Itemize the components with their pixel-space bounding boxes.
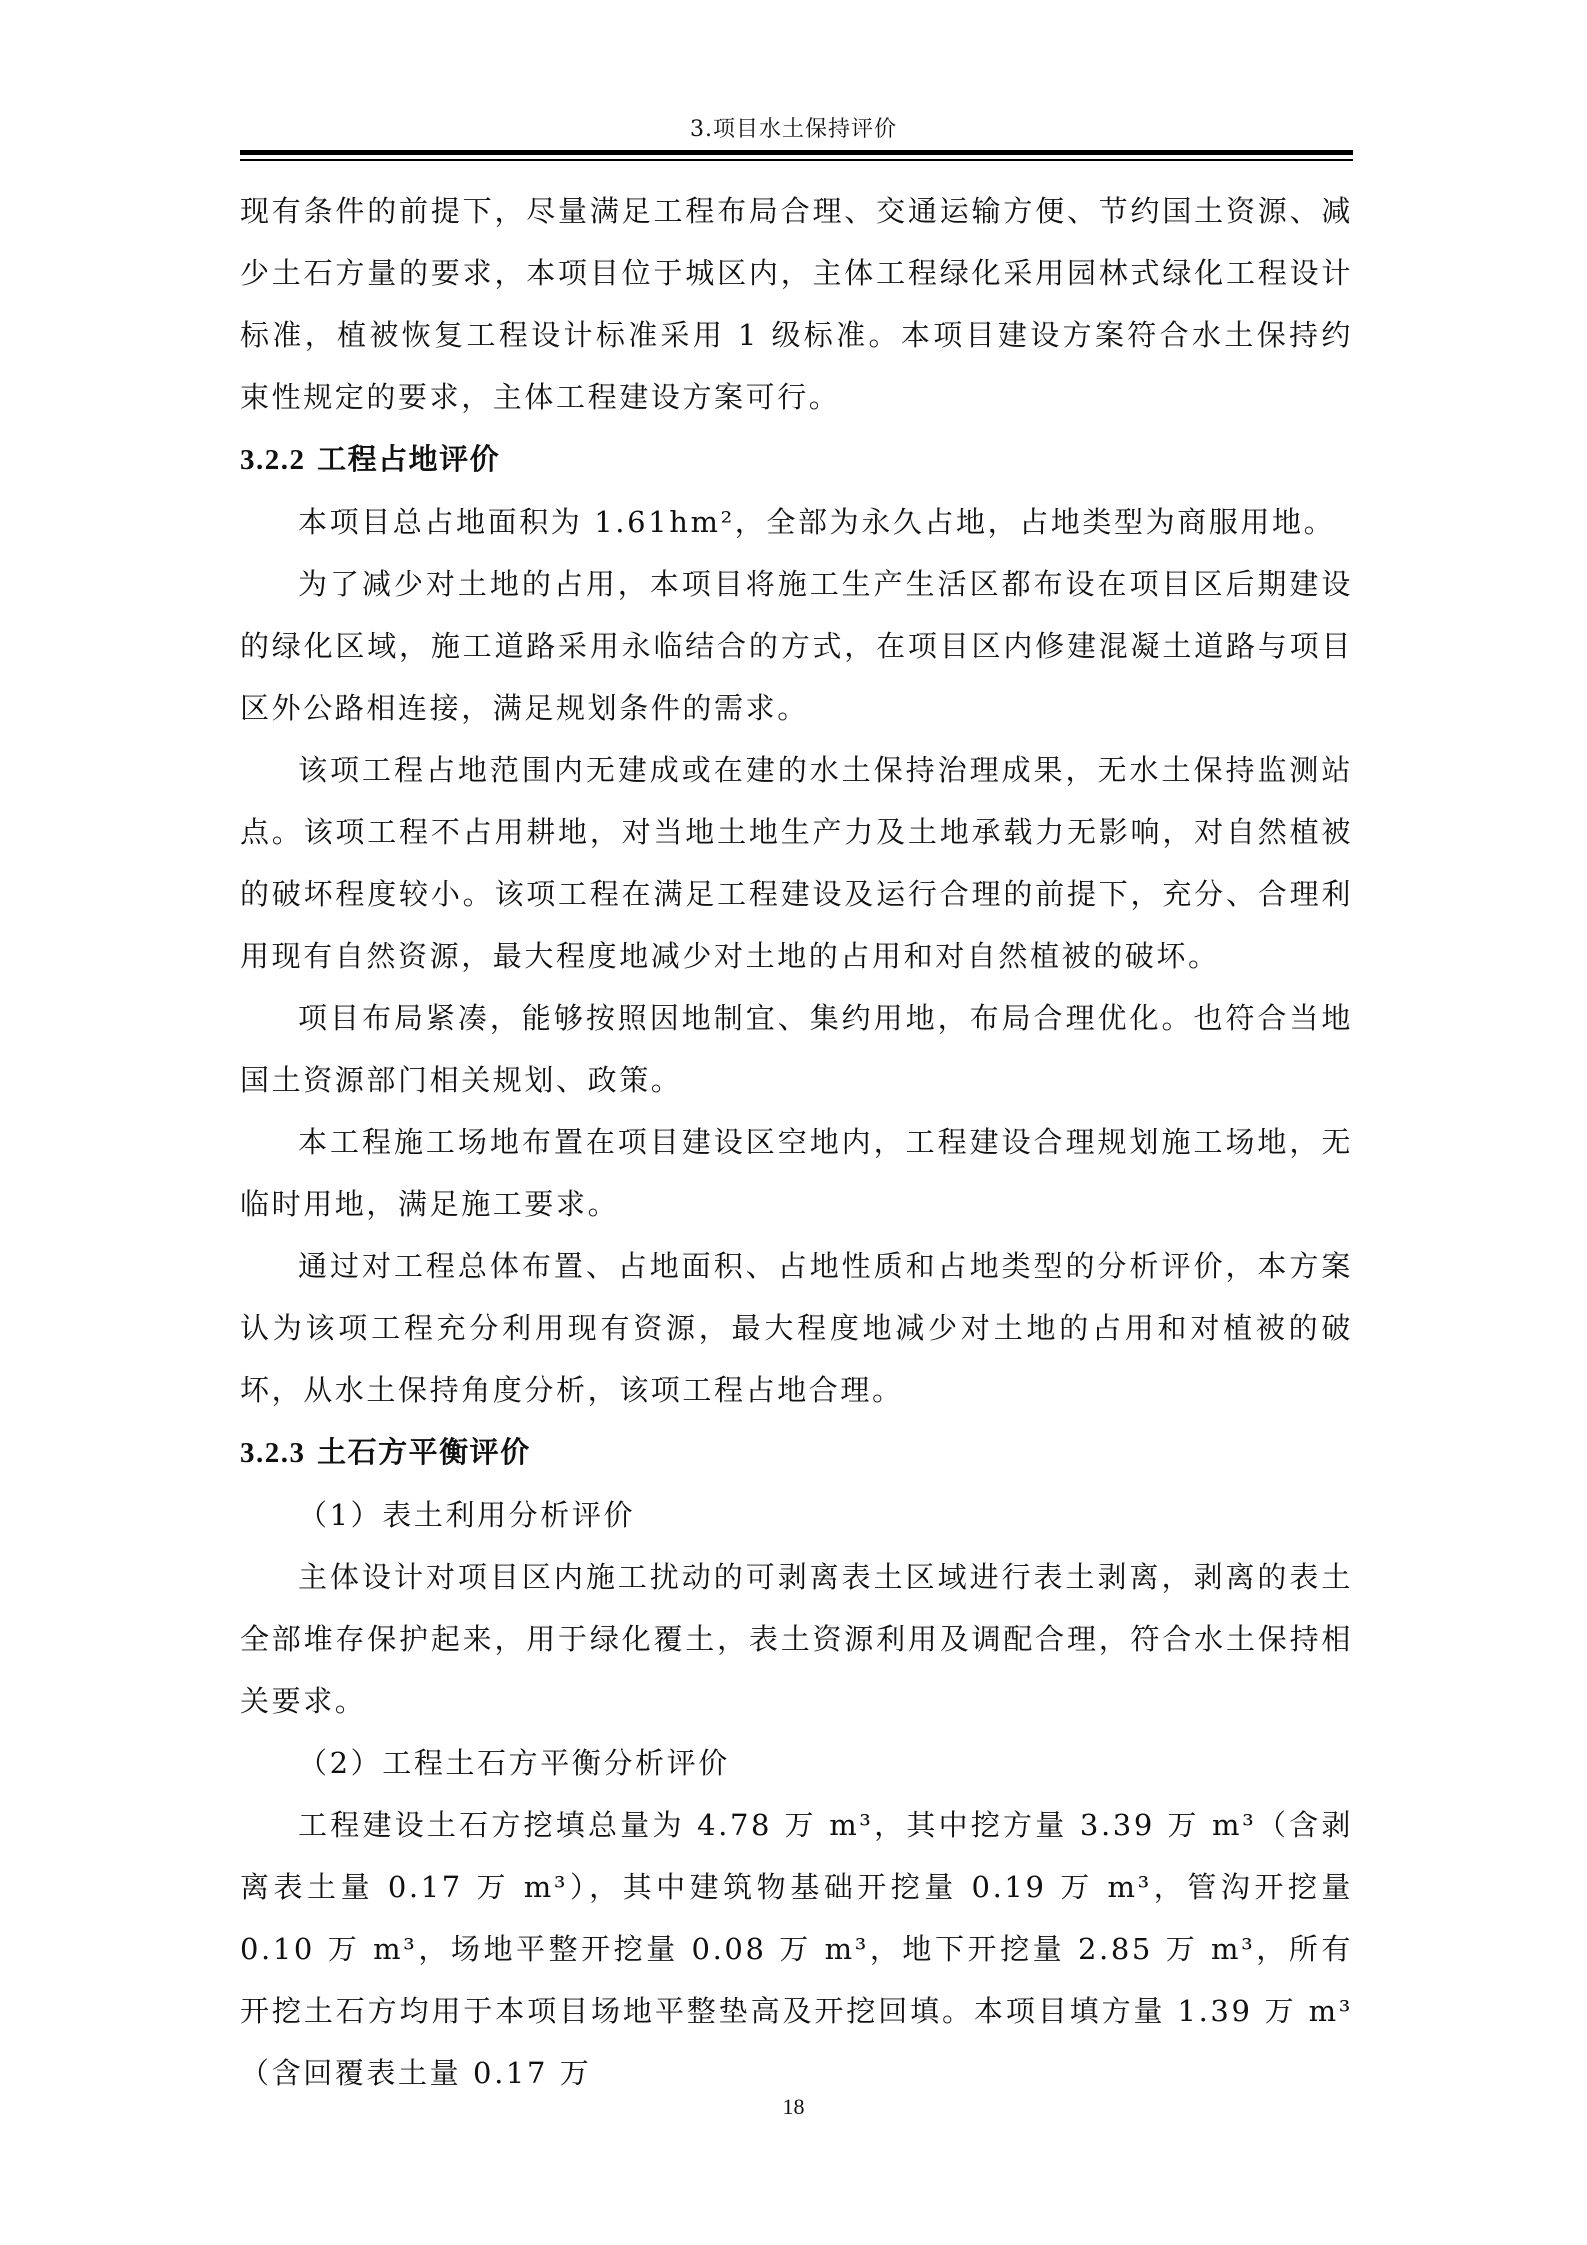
paragraph-reduce-occupation: 为了减少对土地的占用，本项目将施工生产生活区都布设在项目区后期建设的绿化区域，施工道路采用永临结合的方式，在项目区内修建混凝土道路与项目区外公路相连接，满足规划条件的需求。 xyxy=(240,567,1353,725)
paragraph-earthwork-volumes: 工程建设土石方挖填总量为 4.78 万 m³，其中挖方量 3.39 万 m³（含剥离表土量 0.17 万 m³），其中建筑物基础开挖量 0.19 万 m³，管沟开挖量 0.10 万 m³，场地平整开挖量 0.08 万 m³，地下开挖量 2.85 万 m³，所有开挖土石方均用于本项目场地平整垫高及开挖回填。本项目填方量 1.39 万 m³（含回覆表土量 0.17 万 xyxy=(240,1808,1353,2090)
section-heading-3-2-2 xyxy=(240,428,1353,491)
section-heading-3-2-3 xyxy=(240,1421,1353,1484)
page-number: 18 xyxy=(782,2094,805,2119)
paragraph-continuation: 现有条件的前提下，尽量满足工程布局合理、交通运输方便、节约国土资源、减少土石方量的要求，本项目位于城区内，主体工程绿化采用园林式绿化工程设计标准，植被恢复工程设计标准采用 1 级标准。本项目建设方案符合水土保持约束性规定的要求，主体工程建设方案可行。 xyxy=(240,194,1353,414)
section-title: 工程占地评价 xyxy=(317,442,501,476)
header-rule-thick xyxy=(240,150,1353,155)
paragraph-total-area: 本项目总占地面积为 1.61hm²，全部为永久占地，占地类型为商服用地。 xyxy=(298,505,1336,539)
subheading-earthwork-balance: （2）工程土石方平衡分析评价 xyxy=(298,1746,730,1780)
section-number: 3.2.2 xyxy=(240,444,306,476)
section-title: 土石方平衡评价 xyxy=(317,1435,531,1469)
subheading-topsoil: （1）表土利用分析评价 xyxy=(298,1498,636,1532)
paragraph-construction-site: 本工程施工场地布置在项目建设区空地内，工程建设合理规划施工场地，无临时用地，满足施工要求。 xyxy=(240,1125,1353,1221)
paragraph-no-monitoring-sites: 该项工程占地范围内无建成或在建的水土保持治理成果，无水土保持监测站点。该项工程不占用耕地，对当地土地生产力及土地承载力无影响，对自然植被的破坏程度较小。该项工程在满足工程建设及运行合理的前提下，充分、合理利用现有自然资源，最大程度地减少对土地的占用和对自然植被的破坏。 xyxy=(240,753,1353,973)
running-header: 3.项目水土保持评价 xyxy=(690,117,897,142)
paragraph-topsoil: 主体设计对项目区内施工扰动的可剥离表土区域进行表土剥离，剥离的表土全部堆存保护起来，用于绿化覆土，表土资源利用及调配合理，符合水土保持相关要求。 xyxy=(240,1560,1353,1718)
paragraph-compact-layout: 项目布局紧凑，能够按照因地制宜、集约用地，布局合理优化。也符合当地国土资源部门相关规划、政策。 xyxy=(240,1001,1353,1097)
header-rule-thin xyxy=(240,159,1353,161)
section-number: 3.2.3 xyxy=(240,1437,306,1469)
paragraph-occupation-conclusion: 通过对工程总体布置、占地面积、占地性质和占地类型的分析评价，本方案认为该项工程充分利用现有资源，最大程度地减少对土地的占用和对植被的破坏，从水土保持角度分析，该项工程占地合理。 xyxy=(240,1249,1353,1407)
page-body xyxy=(240,180,1353,2104)
